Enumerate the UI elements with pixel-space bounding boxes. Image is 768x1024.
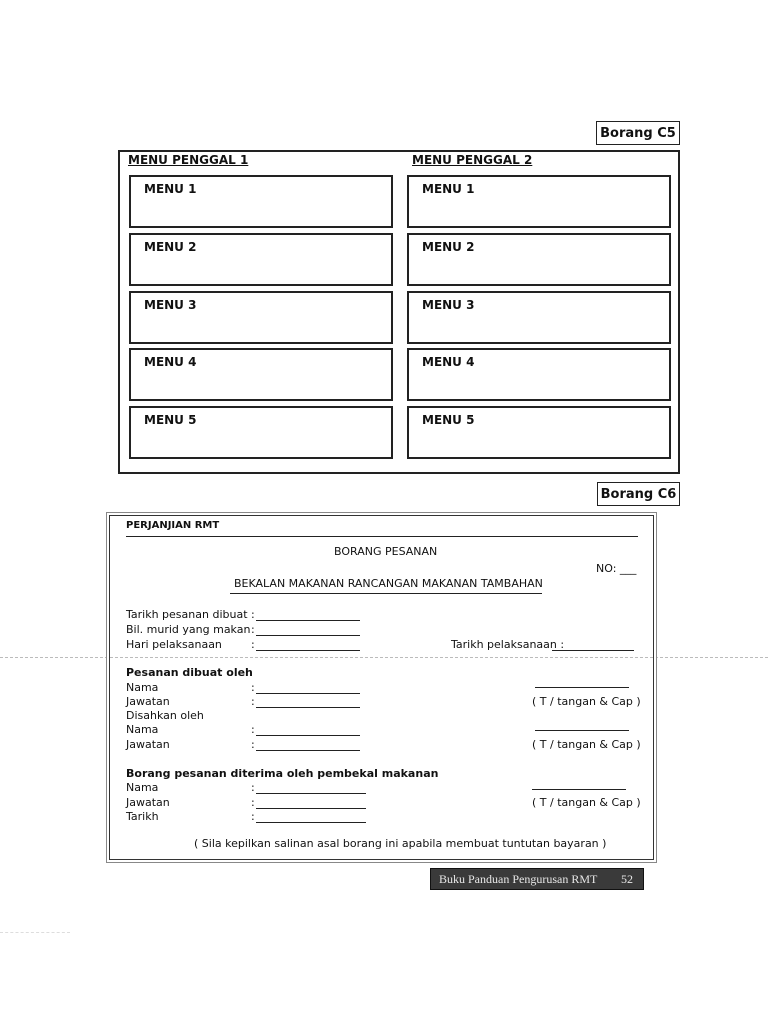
form-subtitle: BEKALAN MAKANAN RANCANGAN MAKANAN TAMBAHAN xyxy=(234,577,543,590)
menu-penggal-2-title: MENU PENGGAL 2 xyxy=(412,153,533,167)
pesanan-dibuat-oleh-title: Pesanan dibuat oleh xyxy=(126,666,253,679)
bil-murid-field[interactable] xyxy=(256,635,360,636)
perjanjian-header: PERJANJIAN RMT xyxy=(126,520,220,531)
disahkan-signature-line[interactable] xyxy=(535,730,629,731)
disahkan-jawatan-field[interactable] xyxy=(256,750,360,751)
penggal-2-menu-2-box: MENU 2 xyxy=(407,233,671,286)
borang-c5-form xyxy=(118,150,680,474)
form-title: BORANG PESANAN xyxy=(334,545,438,558)
page-number: 52 xyxy=(621,871,633,886)
hari-pelaksanaan-label: Hari pelaksanaan xyxy=(126,638,222,651)
jawatan-label: Jawatan xyxy=(126,695,170,708)
disahkan-nama-field[interactable] xyxy=(256,735,360,736)
jawatan-label: Jawatan xyxy=(126,796,170,809)
borang-c6-tag: Borang C6 xyxy=(597,482,680,506)
colon: : xyxy=(251,638,255,651)
pembekal-section-title: Borang pesanan diterima oleh pembekal makanan xyxy=(126,767,439,780)
tarikh-pesanan-field[interactable] xyxy=(256,620,360,621)
tarikh-pesanan-label: Tarikh pesanan dibuat xyxy=(126,608,248,621)
pembekal-signature-label: ( T / tangan & Cap ) xyxy=(532,796,641,809)
nama-label: Nama xyxy=(126,781,159,794)
pesanan-signature-line[interactable] xyxy=(535,687,629,688)
penggal-2-menu-3-box: MENU 3 xyxy=(407,291,671,344)
bil-murid-label: Bil. murid yang makan xyxy=(126,623,251,636)
book-footer-badge xyxy=(430,868,644,890)
note-text: ( Sila kepilkan salinan asal borang ini apabila membuat tuntutan bayaran ) xyxy=(194,837,607,850)
penggal-1-menu-1-box: MENU 1 xyxy=(129,175,393,228)
colon: : xyxy=(251,810,255,823)
book-title: Buku Panduan Pengurusan RMT xyxy=(439,871,598,886)
tarikh-pelaksanaan-field[interactable] xyxy=(552,650,634,651)
pesanan-jawatan-field[interactable] xyxy=(256,707,360,708)
colon: : xyxy=(251,781,255,794)
pembekal-tarikh-field[interactable] xyxy=(256,822,366,823)
pembekal-nama-field[interactable] xyxy=(256,793,366,794)
borang-c5-tag: Borang C5 xyxy=(596,121,680,145)
tarikh-pelaksanaan-label: Tarikh pelaksanaan : xyxy=(451,638,565,651)
colon: : xyxy=(251,723,255,736)
colon: : xyxy=(251,608,255,621)
menu-penggal-1-title: MENU PENGGAL 1 xyxy=(128,153,249,167)
subtitle-rule xyxy=(230,593,542,594)
penggal-2-menu-4-box: MENU 4 xyxy=(407,348,671,401)
nama-label: Nama xyxy=(126,681,159,694)
penggal-1-menu-5-box: MENU 5 xyxy=(129,406,393,459)
tarikh-label: Tarikh xyxy=(126,810,159,823)
nama-label: Nama xyxy=(126,723,159,736)
penggal-1-menu-2-box: MENU 2 xyxy=(129,233,393,286)
pembekal-jawatan-field[interactable] xyxy=(256,808,366,809)
jawatan-label: Jawatan xyxy=(126,738,170,751)
pesanan-nama-field[interactable] xyxy=(256,693,360,694)
colon: : xyxy=(251,796,255,809)
scan-artifact-line xyxy=(0,932,70,933)
penggal-1-menu-4-box: MENU 4 xyxy=(129,348,393,401)
colon: : xyxy=(251,738,255,751)
header-rule xyxy=(126,536,638,537)
borang-c6-form xyxy=(109,515,654,860)
penggal-2-menu-1-box: MENU 1 xyxy=(407,175,671,228)
hari-pelaksanaan-field[interactable] xyxy=(256,650,360,651)
pesanan-signature-label: ( T / tangan & Cap ) xyxy=(532,695,641,708)
pembekal-signature-line[interactable] xyxy=(532,789,626,790)
penggal-2-menu-5-box: MENU 5 xyxy=(407,406,671,459)
colon: : xyxy=(251,695,255,708)
colon: : xyxy=(251,623,255,636)
disahkan-signature-label: ( T / tangan & Cap ) xyxy=(532,738,641,751)
form-number: NO: ___ xyxy=(596,562,637,575)
disahkan-oleh-label: Disahkan oleh xyxy=(126,709,204,722)
colon: : xyxy=(251,681,255,694)
penggal-1-menu-3-box: MENU 3 xyxy=(129,291,393,344)
